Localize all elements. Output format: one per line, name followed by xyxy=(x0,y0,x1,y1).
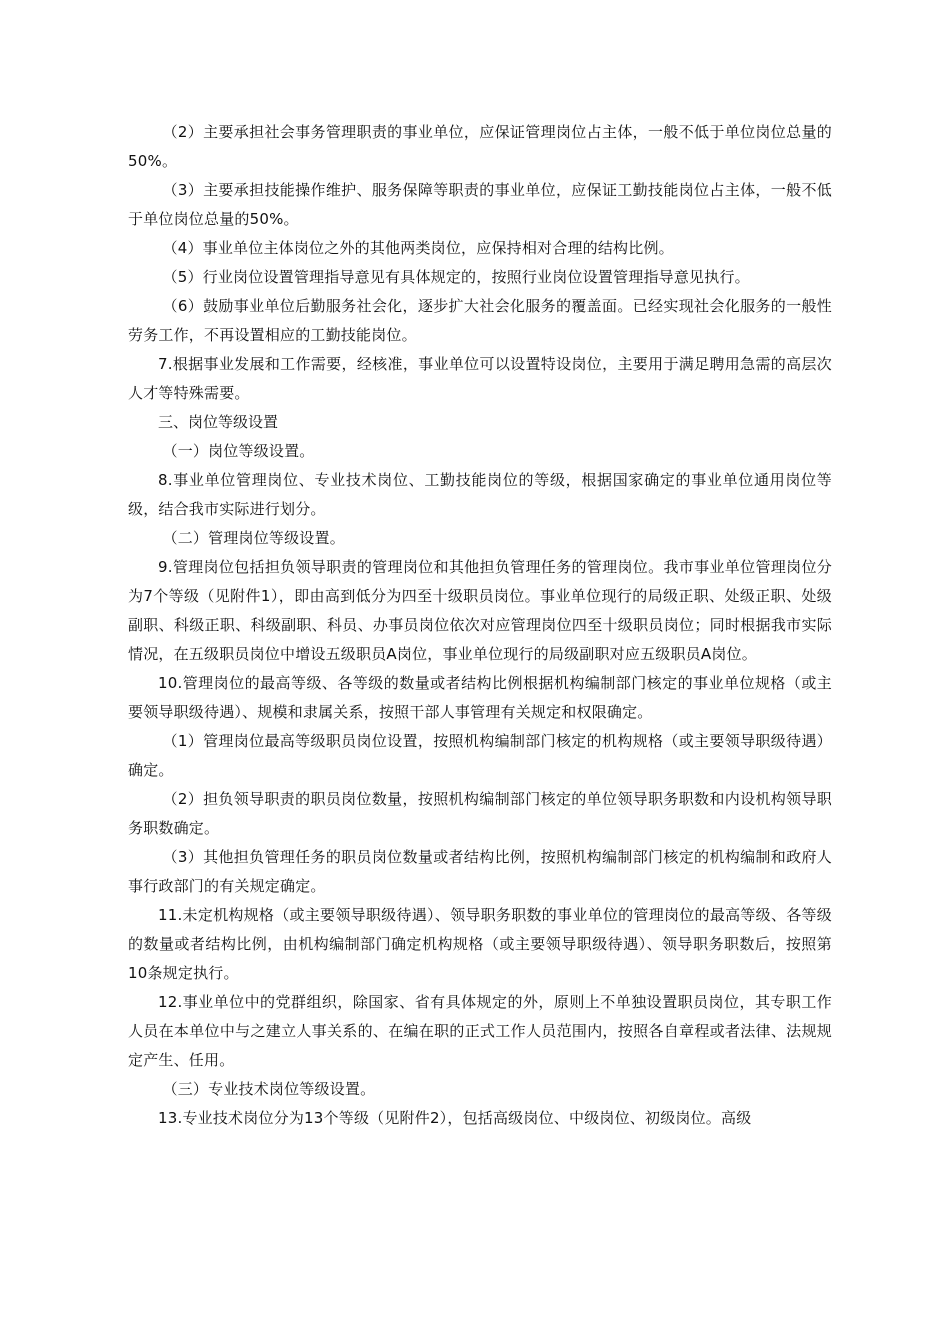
document-page xyxy=(128,118,832,1133)
paragraph-13-professional-levels: 13.专业技术岗位分为13个等级（见附件2），包括高级岗位、中级岗位、初级岗位。高级 xyxy=(158,1109,752,1127)
paragraph-4-other-posts: （4）事业单位主体岗位之外的其他两类岗位，应保持相对合理的结构比例。 xyxy=(162,239,674,257)
paragraph-8-levels: 8.事业单位管理岗位、专业技术岗位、工勤技能岗位的等级，根据国家确定的事业单位通用岗位等级，结合我市实际进行划分。 xyxy=(128,471,832,518)
paragraph-2-social-affairs: （2）主要承担社会事务管理职责的事业单位，应保证管理岗位占主体，一般不低于单位岗位总量的50%。 xyxy=(128,123,832,170)
paragraph-12-party-organizations: 12.事业单位中的党群组织，除国家、省有具体规定的外，原则上不单独设置职员岗位，其专职工作人员在本单位中与之建立人事关系的、在编在职的正式工作人员范围内，按照各自章程或者法律、法规规定产生、任用。 xyxy=(128,993,832,1069)
section-heading-3: 三、岗位等级设置 xyxy=(158,413,279,431)
paragraph-10-2: （2）担负领导职责的职员岗位数量，按照机构编制部门核定的单位领导职务职数和内设机构领导职务职数确定。 xyxy=(128,790,832,837)
paragraph-10-3: （3）其他担负管理任务的职员岗位数量或者结构比例，按照机构编制部门核定的机构编制和政府人事行政部门的有关规定确定。 xyxy=(128,848,832,895)
subheading-2: （二）管理岗位等级设置。 xyxy=(162,529,345,547)
paragraph-10-1: （1）管理岗位最高等级职员岗位设置，按照机构编制部门核定的机构规格（或主要领导职级待遇）确定。 xyxy=(128,732,832,779)
subheading-3: （三）专业技术岗位等级设置。 xyxy=(162,1080,376,1098)
paragraph-5-industry-guidance: （5）行业岗位设置管理指导意见有具体规定的，按照行业岗位设置管理指导意见执行。 xyxy=(162,268,750,286)
paragraph-9-management-levels: 9.管理岗位包括担负领导职责的管理岗位和其他担负管理任务的管理岗位。我市事业单位管理岗位分为7个等级（见附件1），即由高到低分为四至十级职员岗位。事业单位现行的局级正职、处级正职、处级副职、科级正职、科级副职、科员、办事员岗位依次对应管理岗位四至十级职员岗位；同时根据我市实际情况，在五级职员岗位中增设五级职员A岗位，事业单位现行的局级副职对应五级职员A岗位。 xyxy=(128,558,832,663)
paragraph-7-special-posts: 7.根据事业发展和工作需要，经核准，事业单位可以设置特设岗位，主要用于满足聘用急需的高层次人才等特殊需要。 xyxy=(128,355,832,402)
paragraph-3-skill-operation: （3）主要承担技能操作维护、服务保障等职责的事业单位，应保证工勤技能岗位占主体，一般不低于单位岗位总量的50%。 xyxy=(128,181,832,228)
paragraph-10-highest-level: 10.管理岗位的最高等级、各等级的数量或者结构比例根据机构编制部门核定的事业单位规格（或主要领导职级待遇）、规模和隶属关系，按照干部人事管理有关规定和权限确定。 xyxy=(128,674,832,721)
paragraph-11-undefined-units: 11.未定机构规格（或主要领导职级待遇）、领导职务职数的事业单位的管理岗位的最高等级、各等级的数量或者结构比例，由机构编制部门确定机构规格（或主要领导职级待遇）、领导职务职数后，按照第10条规定执行。 xyxy=(128,906,832,982)
subheading-1: （一）岗位等级设置。 xyxy=(162,442,315,460)
paragraph-6-logistics-socialization: （6）鼓励事业单位后勤服务社会化，逐步扩大社会化服务的覆盖面。已经实现社会化服务的一般性劳务工作，不再设置相应的工勤技能岗位。 xyxy=(128,297,832,344)
